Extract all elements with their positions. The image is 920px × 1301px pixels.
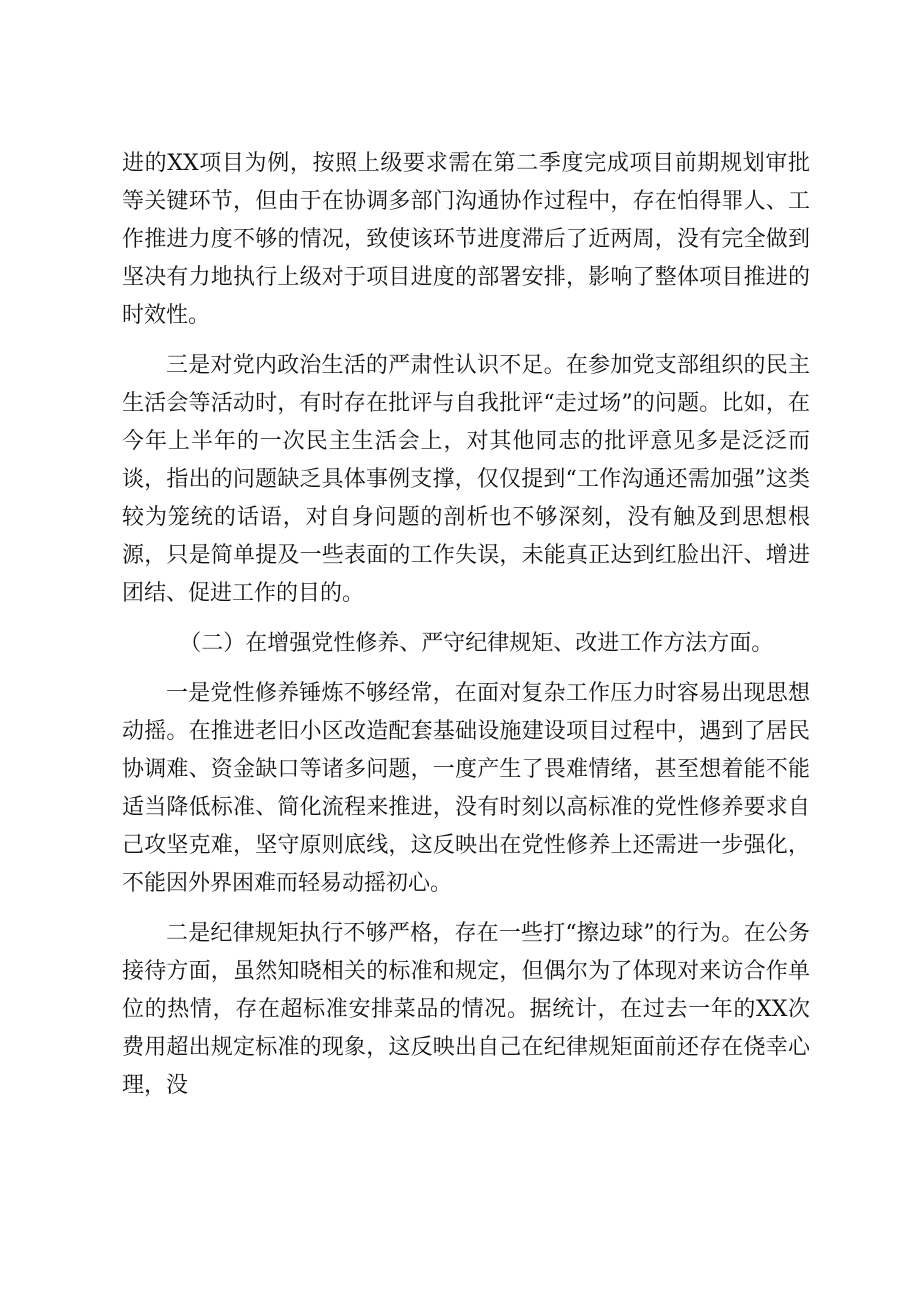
paragraph-project-delay: 进的XX项目为例，按照上级要求需在第二季度完成项目前期规划审批等关键环节，但由于在协调多部门沟通协作过程中，存在怕得罪人、工作推进力度不够的情况，致使该环节进度滞后了近两周，没有完全做到坚决有力地执行上级对于项目进度的部署安排，影响了整体项目推进的时效性。: [122, 151, 810, 328]
paragraph-discipline: 二是纪律规矩执行不够严格，存在一些打“擦边球”的行为。在公务接待方面，虽然知晓相关的标准和规定，但偶尔为了体现对来访合作单位的热情，存在超标准安排菜品的情况。据统计，在过去一年的XX次费用超出规定标准的现象，这反映出自己在纪律规矩面前还存在侥幸心理，没: [122, 921, 810, 1098]
paragraph-party-spirit: 一是党性修养锤炼不够经常，在面对复杂工作压力时容易出现思想动摇。在推进老旧小区改造配套基础设施建设项目过程中，遇到了居民协调难、资金缺口等诸多问题，一度产生了畏难情绪，甚至想着能不能适当降低标准、简化流程来推进，没有时刻以高标准的党性修养要求自己攻坚克难，坚守原则底线，这反映出在党性修养上还需进一步强化，不能因外界困难而轻易动摇初心。: [122, 681, 810, 896]
section-heading-two: （二）在增强党性修养、严守纪律规矩、改进工作方法方面。: [179, 631, 774, 656]
paragraph-party-life: 三是对党内政治生活的严肃性认识不足。在参加党支部组织的民主生活会等活动时，有时存在批评与自我批评“走过场”的问题。比如，在今年上半年的一次民主生活会上，对其他同志的批评意见多是泛泛而谈，指出的问题缺乏具体事例支撑，仅仅提到“工作沟通还需加强”这类较为笼统的话语，对自身问题的剖析也不够深刻，没有触及到思想根源，只是简单提及一些表面的工作失误，未能真正达到红脸出汗、增进团结、促进工作的目的。: [122, 353, 810, 606]
document-body: [122, 145, 810, 1105]
